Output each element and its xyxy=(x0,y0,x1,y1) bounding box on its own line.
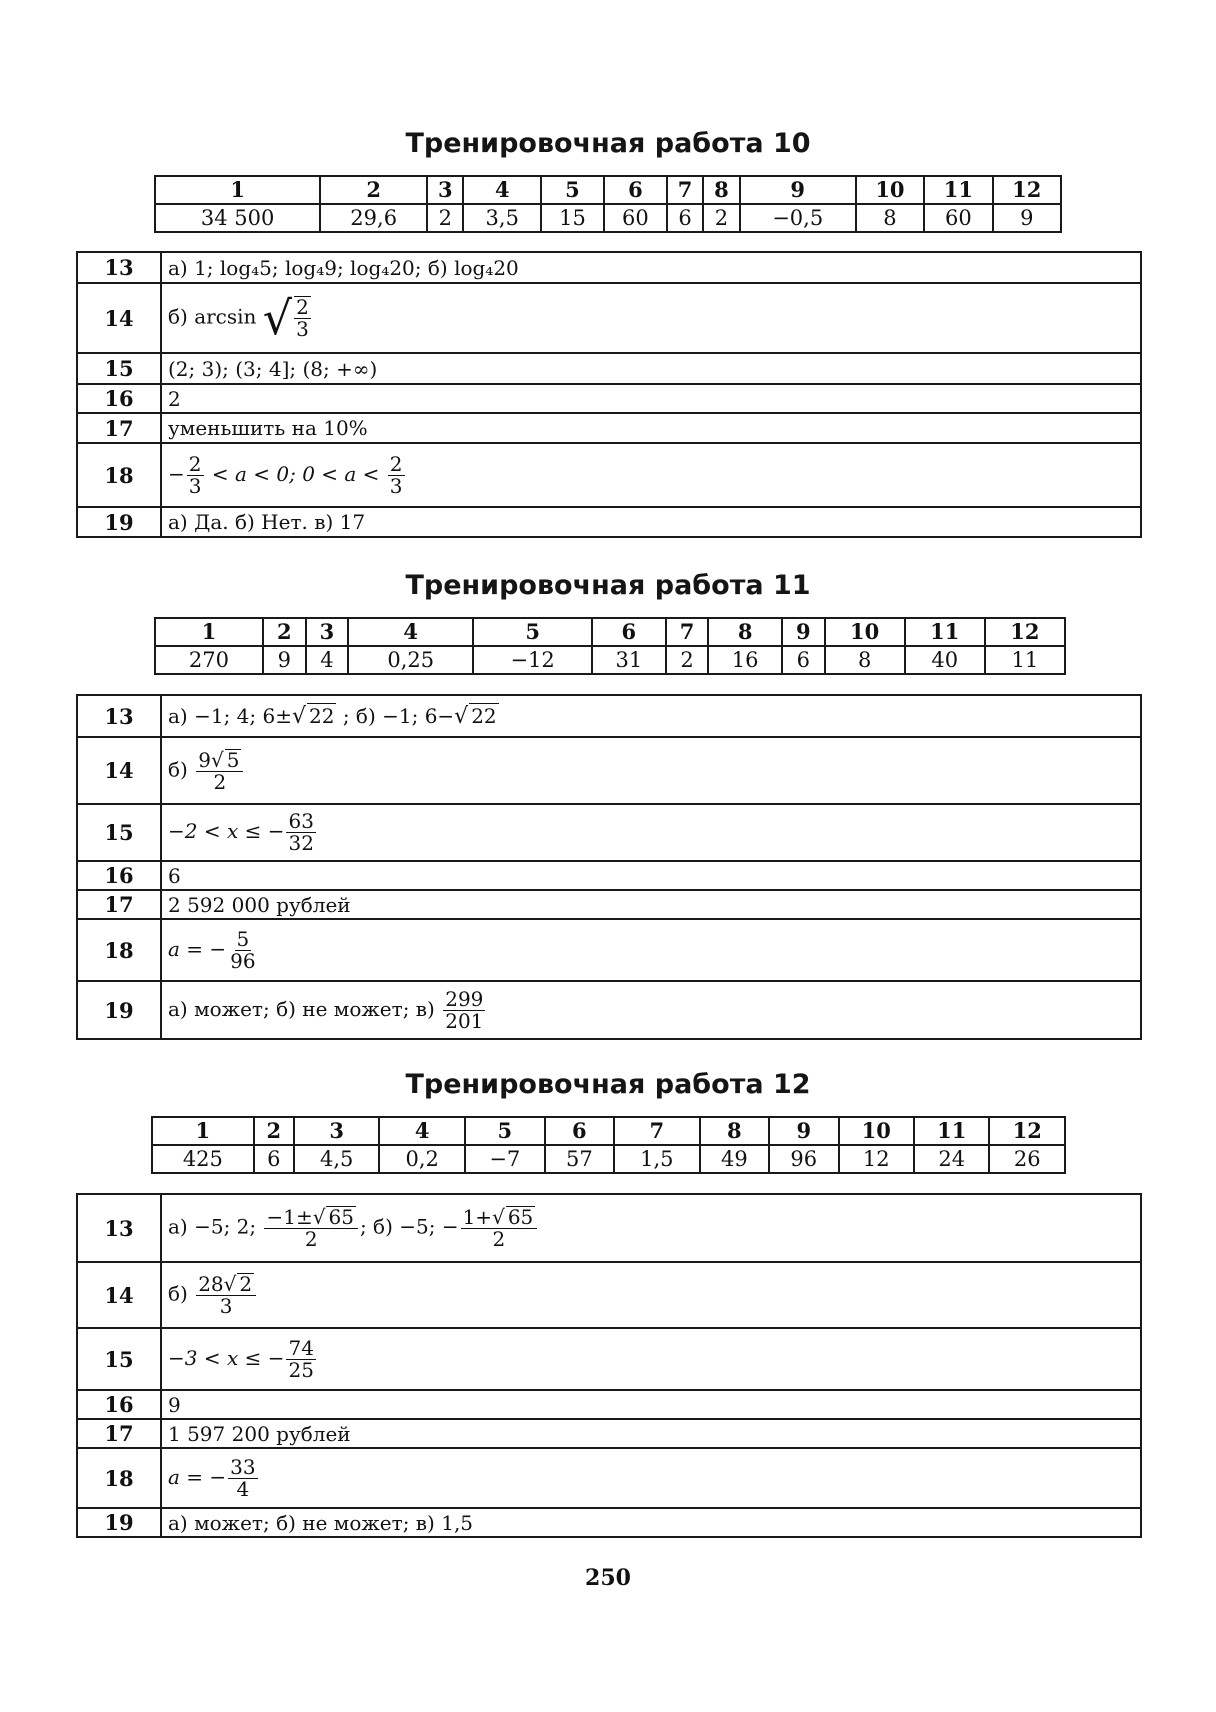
inequality-text: −2 < x ≤ − xyxy=(168,819,285,843)
task-answer: (2; 3); (3; 4]; (8; +∞) xyxy=(161,353,1141,384)
answer-cell: 57 xyxy=(545,1145,614,1173)
task-number: 14 xyxy=(77,737,161,804)
table-row xyxy=(77,1448,1141,1508)
work10-title: Тренировочная работа 10 xyxy=(405,128,811,159)
table-row xyxy=(77,384,1141,413)
task-answer xyxy=(161,283,1141,353)
task-number: 13 xyxy=(77,695,161,737)
header-cell: 11 xyxy=(914,1117,989,1145)
numerator xyxy=(461,1206,538,1229)
task-number: 18 xyxy=(77,443,161,507)
answer-cell: 24 xyxy=(914,1145,989,1173)
header-cell: 9 xyxy=(740,176,856,204)
coefficient: 9 xyxy=(198,747,211,772)
task-answer xyxy=(161,695,1141,737)
header-cell: 7 xyxy=(667,176,703,204)
answer-cell: 270 xyxy=(155,646,263,674)
answer-cell: 2 xyxy=(703,204,739,232)
denominator: 2 xyxy=(492,1227,506,1251)
fraction xyxy=(264,1206,357,1250)
table-row xyxy=(77,1262,1141,1328)
header-cell: 12 xyxy=(985,618,1065,646)
radical-sign: √ xyxy=(291,704,306,729)
answer-cell: 0,25 xyxy=(348,646,473,674)
task-answer xyxy=(161,981,1141,1039)
header-cell: 4 xyxy=(348,618,473,646)
numerator: 2 xyxy=(188,451,202,476)
radical-sign: √ xyxy=(210,747,224,772)
task-answer: а) Да. б) Нет. в) 17 xyxy=(161,507,1141,537)
denominator: 96 xyxy=(230,948,256,973)
table-row xyxy=(77,1508,1141,1537)
table-row xyxy=(77,919,1141,981)
answer-cell: 4,5 xyxy=(294,1145,380,1173)
answer-text: ; б) −5; − xyxy=(359,1214,459,1239)
task-answer xyxy=(161,1262,1141,1328)
header-cell: 5 xyxy=(465,1117,545,1145)
header-cell: 4 xyxy=(463,176,541,204)
work11-long-answers xyxy=(76,694,1142,1040)
numerator: 2 xyxy=(389,451,403,476)
header-cell: 6 xyxy=(592,618,666,646)
table-row xyxy=(77,413,1141,443)
task-number: 18 xyxy=(77,1448,161,1508)
radical-sign: √ xyxy=(262,291,293,345)
inequality-text: < a < 0; 0 < a < xyxy=(211,461,380,486)
header-row xyxy=(155,176,1061,204)
answer-cell: −0,5 xyxy=(740,204,856,232)
numerator: 74 xyxy=(288,1335,314,1360)
table-row xyxy=(77,1419,1141,1448)
work12-short-answers xyxy=(151,1116,1066,1174)
denominator: 3 xyxy=(219,1294,233,1318)
answer-row xyxy=(152,1145,1065,1173)
answer-cell: 60 xyxy=(924,204,992,232)
numerator xyxy=(196,1273,256,1296)
table-row xyxy=(77,353,1141,384)
fraction xyxy=(388,451,405,498)
header-cell: 3 xyxy=(427,176,463,204)
task-number: 17 xyxy=(77,1419,161,1448)
task-number: 16 xyxy=(77,384,161,413)
task-number: 19 xyxy=(77,1508,161,1537)
task-number: 17 xyxy=(77,890,161,919)
work11-title: Тренировочная работа 11 xyxy=(405,570,811,601)
answer-prefix: б) xyxy=(168,757,188,781)
numerator-prefix: 1+ xyxy=(462,1205,493,1229)
header-cell: 2 xyxy=(263,618,306,646)
denominator: 2 xyxy=(304,1227,318,1251)
task-number: 17 xyxy=(77,413,161,443)
task-number: 19 xyxy=(77,507,161,537)
answer-cell: 96 xyxy=(769,1145,838,1173)
header-cell: 10 xyxy=(825,618,905,646)
fraction xyxy=(443,986,485,1033)
header-row xyxy=(155,618,1065,646)
task-answer xyxy=(161,919,1141,981)
denominator: 3 xyxy=(188,473,202,498)
answer-prefix: б) arcsin xyxy=(168,304,257,329)
task-number: 15 xyxy=(77,353,161,384)
answer-cell: 26 xyxy=(989,1145,1065,1173)
header-cell: 12 xyxy=(993,176,1061,204)
answer-cell: 12 xyxy=(839,1145,914,1173)
answer-text: ; б) −1; 6− xyxy=(342,704,455,728)
header-cell: 1 xyxy=(152,1117,254,1145)
header-cell: 5 xyxy=(541,176,604,204)
work12-title: Тренировочная работа 12 xyxy=(405,1069,811,1100)
task-answer: 6 xyxy=(161,861,1141,890)
task-number: 13 xyxy=(77,252,161,283)
answer-cell: 3,5 xyxy=(463,204,541,232)
task-number: 18 xyxy=(77,919,161,981)
fraction xyxy=(196,749,243,793)
equation-text: a = − xyxy=(168,1464,227,1489)
answer-text: а) −5; 2; xyxy=(168,1214,257,1239)
header-cell: 7 xyxy=(614,1117,700,1145)
answer-cell: −12 xyxy=(473,646,592,674)
task-answer: 2 xyxy=(161,384,1141,413)
denominator: 4 xyxy=(236,1476,250,1501)
table-row xyxy=(77,981,1141,1039)
numerator: 299 xyxy=(445,986,484,1011)
answer-cell: 34 500 xyxy=(155,204,320,232)
radical-sign: √ xyxy=(223,1272,237,1296)
coefficient: 28 xyxy=(198,1272,224,1296)
task-answer: 1 597 200 рублей xyxy=(161,1419,1141,1448)
radical-sign: √ xyxy=(492,1205,505,1229)
fraction xyxy=(286,811,315,854)
task-answer: а) может; б) не может; в) 1,5 xyxy=(161,1508,1141,1537)
numerator-prefix: −1± xyxy=(266,1205,313,1229)
fraction xyxy=(461,1206,538,1250)
numerator: 5 xyxy=(236,926,250,951)
header-cell: 1 xyxy=(155,618,263,646)
answer-cell: 11 xyxy=(985,646,1065,674)
task-answer xyxy=(161,443,1141,507)
radicand: 65 xyxy=(328,1205,354,1229)
header-cell: 11 xyxy=(924,176,992,204)
task-answer: а) 1; log₄5; log₄9; log₄20; б) log₄20 xyxy=(161,252,1141,283)
page-number: 250 xyxy=(585,1565,631,1591)
denominator: 3 xyxy=(389,473,403,498)
fraction xyxy=(228,1454,257,1501)
radicand: 22 xyxy=(471,704,497,728)
task-answer xyxy=(161,737,1141,804)
header-cell: 9 xyxy=(769,1117,838,1145)
equation-text: a = − xyxy=(168,936,227,961)
task-answer xyxy=(161,804,1141,861)
task-number: 15 xyxy=(77,804,161,861)
task-answer: 2 592 000 рублей xyxy=(161,890,1141,919)
answer-text: а) может; б) не может; в) xyxy=(168,996,435,1021)
answer-cell: 425 xyxy=(152,1145,254,1173)
answer-cell: 9 xyxy=(263,646,306,674)
answer-cell: 2 xyxy=(666,646,709,674)
table-row xyxy=(77,443,1141,507)
denominator: 2 xyxy=(213,769,227,794)
header-cell: 3 xyxy=(306,618,349,646)
answer-cell: −7 xyxy=(465,1145,545,1173)
table-row xyxy=(77,695,1141,737)
task-number: 15 xyxy=(77,1328,161,1390)
task-answer xyxy=(161,1194,1141,1262)
header-cell: 2 xyxy=(320,176,427,204)
table-row xyxy=(77,737,1141,804)
work10-short-answers xyxy=(154,175,1062,233)
minus-sign: − xyxy=(168,461,185,486)
table-row xyxy=(77,507,1141,537)
header-cell: 8 xyxy=(703,176,739,204)
answer-cell: 6 xyxy=(667,204,703,232)
header-cell: 6 xyxy=(545,1117,614,1145)
answer-cell: 9 xyxy=(993,204,1061,232)
header-cell: 7 xyxy=(666,618,709,646)
task-answer: уменьшить на 10% xyxy=(161,413,1141,443)
numerator xyxy=(196,749,243,772)
header-cell: 1 xyxy=(155,176,320,204)
radicand: 5 xyxy=(226,747,240,772)
answer-row xyxy=(155,646,1065,674)
inequality-text: −3 < x ≤ − xyxy=(168,1345,285,1370)
numerator xyxy=(264,1206,357,1229)
header-cell: 4 xyxy=(379,1117,465,1145)
answer-cell: 2 xyxy=(427,204,463,232)
fraction xyxy=(196,1273,256,1317)
answer-cell: 60 xyxy=(604,204,667,232)
answer-cell: 16 xyxy=(708,646,782,674)
answer-prefix: б) xyxy=(168,1281,188,1306)
answer-cell: 8 xyxy=(825,646,905,674)
header-cell: 10 xyxy=(856,176,924,204)
work12-long-answers xyxy=(76,1193,1142,1538)
answer-cell: 6 xyxy=(254,1145,294,1173)
answer-cell: 4 xyxy=(306,646,349,674)
task-number: 16 xyxy=(77,861,161,890)
numerator: 33 xyxy=(230,1454,256,1479)
task-answer xyxy=(161,1448,1141,1508)
table-row xyxy=(77,890,1141,919)
table-row xyxy=(77,1328,1141,1390)
header-cell: 10 xyxy=(839,1117,914,1145)
numerator: 2 xyxy=(296,295,309,319)
answer-cell: 6 xyxy=(782,646,825,674)
table-row xyxy=(77,804,1141,861)
task-number: 19 xyxy=(77,981,161,1039)
table-row xyxy=(77,1390,1141,1419)
answer-cell: 49 xyxy=(700,1145,769,1173)
fraction xyxy=(187,451,204,498)
work10-long-answers xyxy=(76,251,1142,538)
radicand: 22 xyxy=(309,704,335,728)
task-number: 14 xyxy=(77,283,161,353)
table-row xyxy=(77,252,1141,283)
fraction xyxy=(228,926,257,973)
answer-cell: 15 xyxy=(541,204,604,232)
header-cell: 8 xyxy=(708,618,782,646)
answer-row xyxy=(155,204,1061,232)
header-cell: 11 xyxy=(905,618,985,646)
answer-text: а) −1; 4; 6± xyxy=(168,704,292,728)
task-number: 13 xyxy=(77,1194,161,1262)
header-cell: 6 xyxy=(604,176,667,204)
answer-cell: 31 xyxy=(592,646,666,674)
radical-sign: √ xyxy=(312,1205,326,1229)
work11-short-answers xyxy=(154,617,1066,675)
header-cell: 5 xyxy=(473,618,592,646)
answer-cell: 8 xyxy=(856,204,924,232)
answer-cell: 40 xyxy=(905,646,985,674)
denominator: 32 xyxy=(288,831,314,855)
answer-cell: 1,5 xyxy=(614,1145,700,1173)
table-row xyxy=(77,861,1141,890)
task-number: 14 xyxy=(77,1262,161,1328)
task-number: 16 xyxy=(77,1390,161,1419)
denominator: 3 xyxy=(296,317,309,341)
radicand: 2 xyxy=(239,1272,253,1296)
table-row xyxy=(77,1194,1141,1262)
radicand: 65 xyxy=(507,1205,534,1229)
answer-cell: 29,6 xyxy=(320,204,427,232)
fraction xyxy=(286,1335,315,1382)
fraction xyxy=(294,296,311,340)
numerator: 63 xyxy=(288,809,314,833)
header-cell: 2 xyxy=(254,1117,294,1145)
header-cell: 8 xyxy=(700,1117,769,1145)
header-row xyxy=(152,1117,1065,1145)
header-cell: 12 xyxy=(989,1117,1065,1145)
header-cell: 9 xyxy=(782,618,825,646)
radical-sign: √ xyxy=(454,704,469,729)
task-answer xyxy=(161,1328,1141,1390)
answer-cell: 0,2 xyxy=(379,1145,465,1173)
denominator: 201 xyxy=(445,1008,484,1033)
header-cell: 3 xyxy=(294,1117,380,1145)
denominator: 25 xyxy=(288,1357,314,1382)
task-answer: 9 xyxy=(161,1390,1141,1419)
table-row xyxy=(77,283,1141,353)
